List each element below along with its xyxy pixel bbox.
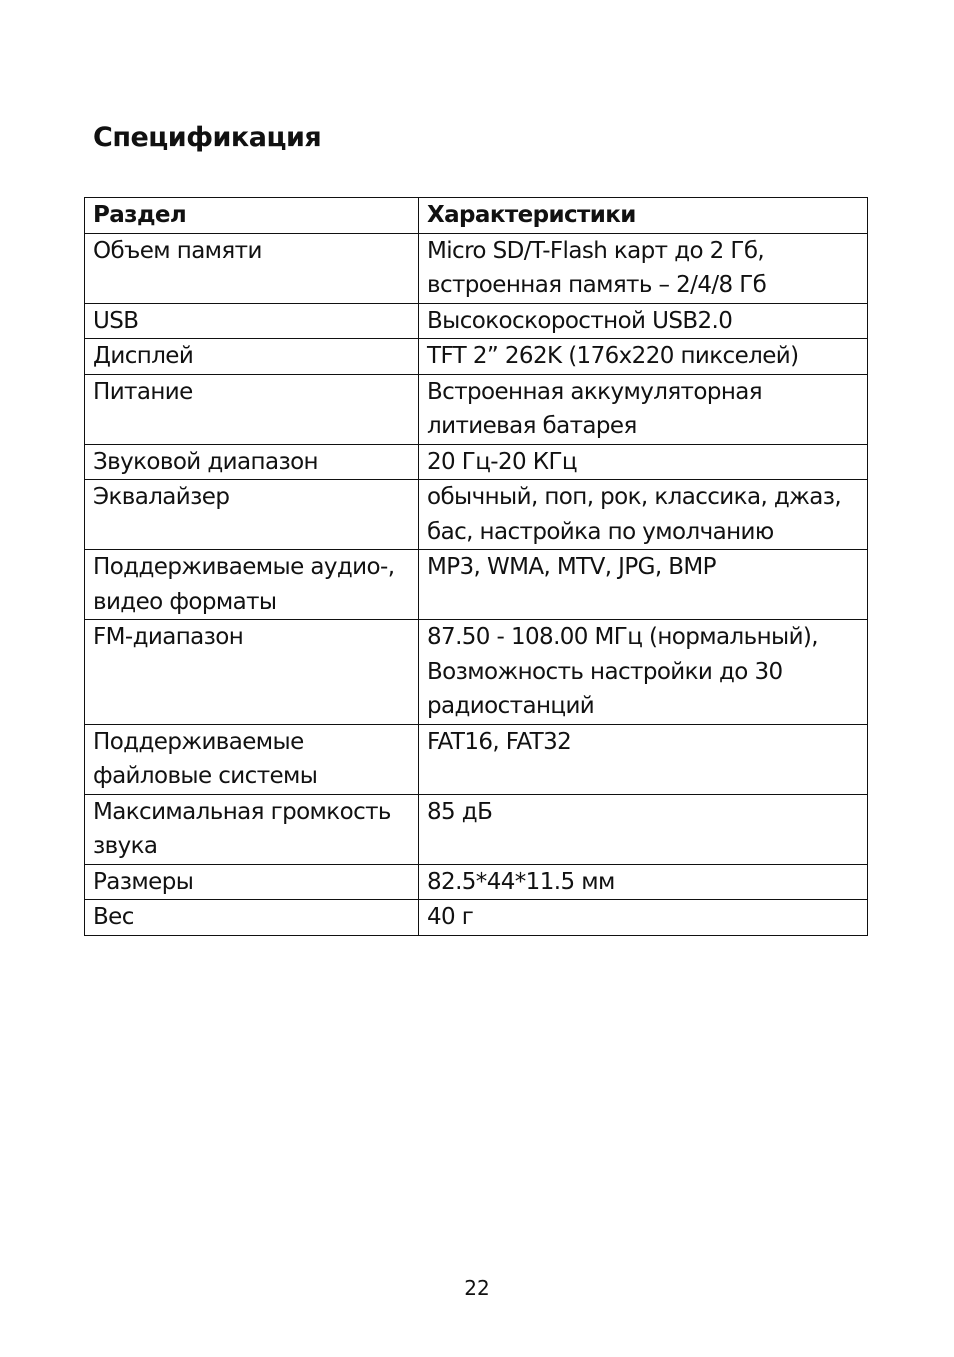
table-row (85, 480, 868, 550)
column-header-section: Раздел (85, 198, 419, 234)
page-title: Спецификация (93, 122, 322, 153)
row-value: 40 г (419, 900, 868, 936)
row-value: 82.5*44*11.5 мм (419, 864, 868, 900)
row-label: Поддерживаемые файловые системы (85, 724, 419, 794)
row-label: Поддерживаемые аудио-, видео форматы (85, 550, 419, 620)
table-row (85, 233, 868, 303)
row-value: Встроенная аккумуляторная литиевая батарея (419, 374, 868, 444)
table-row (85, 900, 868, 936)
row-value: Высокоскоростной USB2.0 (419, 303, 868, 339)
table-row (85, 550, 868, 620)
table-row (85, 724, 868, 794)
row-label: USB (85, 303, 419, 339)
row-label: Объем памяти (85, 233, 419, 303)
row-label: Размеры (85, 864, 419, 900)
row-value: Micro SD/T-Flash карт до 2 Гб, встроенная память – 2/4/8 Гб (419, 233, 868, 303)
table-row (85, 444, 868, 480)
row-value: 20 Гц-20 КГц (419, 444, 868, 480)
row-value: FAT16, FAT32 (419, 724, 868, 794)
row-value: MP3, WMA, MTV, JPG, BMP (419, 550, 868, 620)
table-row (85, 794, 868, 864)
row-value: TFT 2” 262K (176x220 пикселей) (419, 339, 868, 375)
row-label: Дисплей (85, 339, 419, 375)
table-header-row (85, 198, 868, 234)
row-label: Питание (85, 374, 419, 444)
row-label: Эквалайзер (85, 480, 419, 550)
table-row (85, 864, 868, 900)
table-row (85, 374, 868, 444)
page-number: 22 (464, 1276, 490, 1300)
row-value: 85 дБ (419, 794, 868, 864)
row-value: обычный, поп, рок, классика, джаз, бас, настройка по умолчанию (419, 480, 868, 550)
table-row (85, 620, 868, 725)
table-row (85, 339, 868, 375)
row-value: 87.50 - 108.00 МГц (нормальный), Возможность настройки до 30 радиостанций (419, 620, 868, 725)
row-label: FM-диапазон (85, 620, 419, 725)
row-label: Максимальная громкость звука (85, 794, 419, 864)
spec-table (84, 197, 868, 936)
column-header-characteristics: Характеристики (419, 198, 868, 234)
table-row (85, 303, 868, 339)
row-label: Звуковой диапазон (85, 444, 419, 480)
row-label: Вес (85, 900, 419, 936)
